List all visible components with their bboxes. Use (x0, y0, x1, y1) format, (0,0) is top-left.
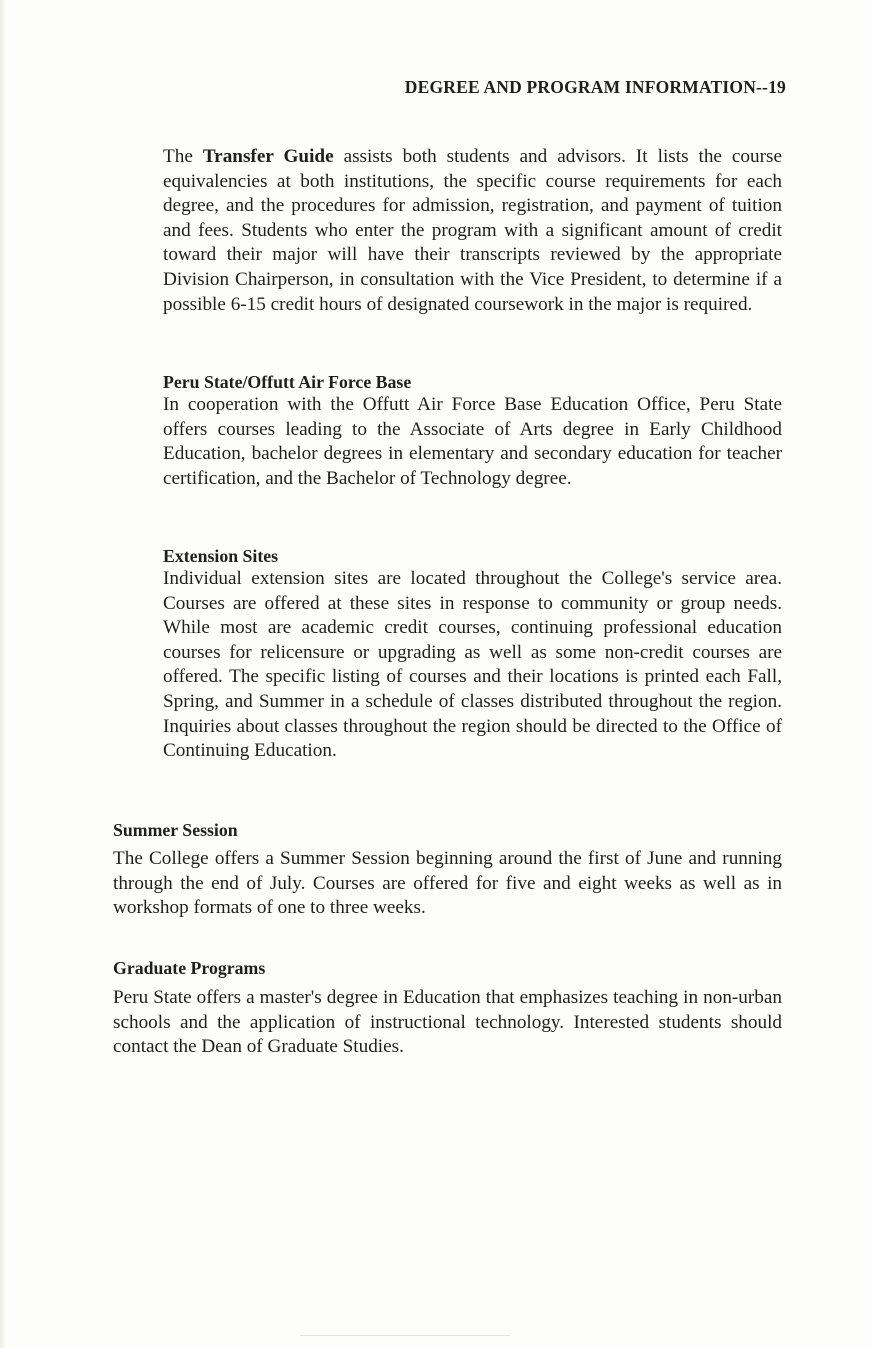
summer-paragraph: The College offers a Summer Session beginning around the first of June and running through the end of July. Courses are offered for five and eight weeks as well as in workshop formats of one to three weeks. (113, 848, 782, 919)
bottom-rule (300, 1335, 510, 1336)
graduate-paragraph: Peru State offers a master's degree in Education that emphasizes teaching in non-urban schools and the application of instructional technology. Interested students should contact the Dean of Graduate Studies. (113, 987, 782, 1058)
transfer-lead: The (163, 146, 203, 167)
graduate-heading: Graduate Programs (113, 958, 266, 978)
offutt-heading: Peru State/Offutt Air Force Base (163, 372, 412, 392)
page-edge-shadow (0, 0, 6, 1348)
extension-paragraph: Individual extension sites are located throughout the College's service area. Courses are offered at these sites in response to community or group needs. While most are academic credit courses, continuing professional education courses for relicensure or upgrading as well as some non-credit courses are offered. The specific listing of courses and their locations is printed each Fall, Spring, and Summer in a schedule of classes distributed throughout the region. Inquiries about classes throughout the region should be directed to the Office of Continuing Education. (163, 568, 782, 762)
transfer-text: assists both students and advisors. It lists the course equivalencies at both institutions, the specific course requirements for each degree, and the procedures for admission, registration, and payment of tuition and fees. Students who enter the program with a significant amount of credit toward their major will have their transcripts reviewed by the appropriate Division Chairperson, in consultation with the Vice President, to determine if a possible 6-15 credit hours of designated coursework in the major is required. (163, 146, 782, 315)
running-head: DEGREE AND PROGRAM INFORMATION--19 (404, 77, 786, 97)
offutt-paragraph: In cooperation with the Offutt Air Force Base Education Office, Peru State offers courses leading to the Associate of Arts degree in Early Childhood Education, bachelor degrees in elementary and secondary education for teacher certification, and the Bachelor of Technology degree. (163, 394, 782, 489)
transfer-guide-paragraph (163, 145, 782, 317)
transfer-guide-term: Transfer Guide (202, 146, 334, 167)
summer-heading: Summer Session (113, 820, 238, 840)
extension-heading: Extension Sites (163, 546, 279, 566)
